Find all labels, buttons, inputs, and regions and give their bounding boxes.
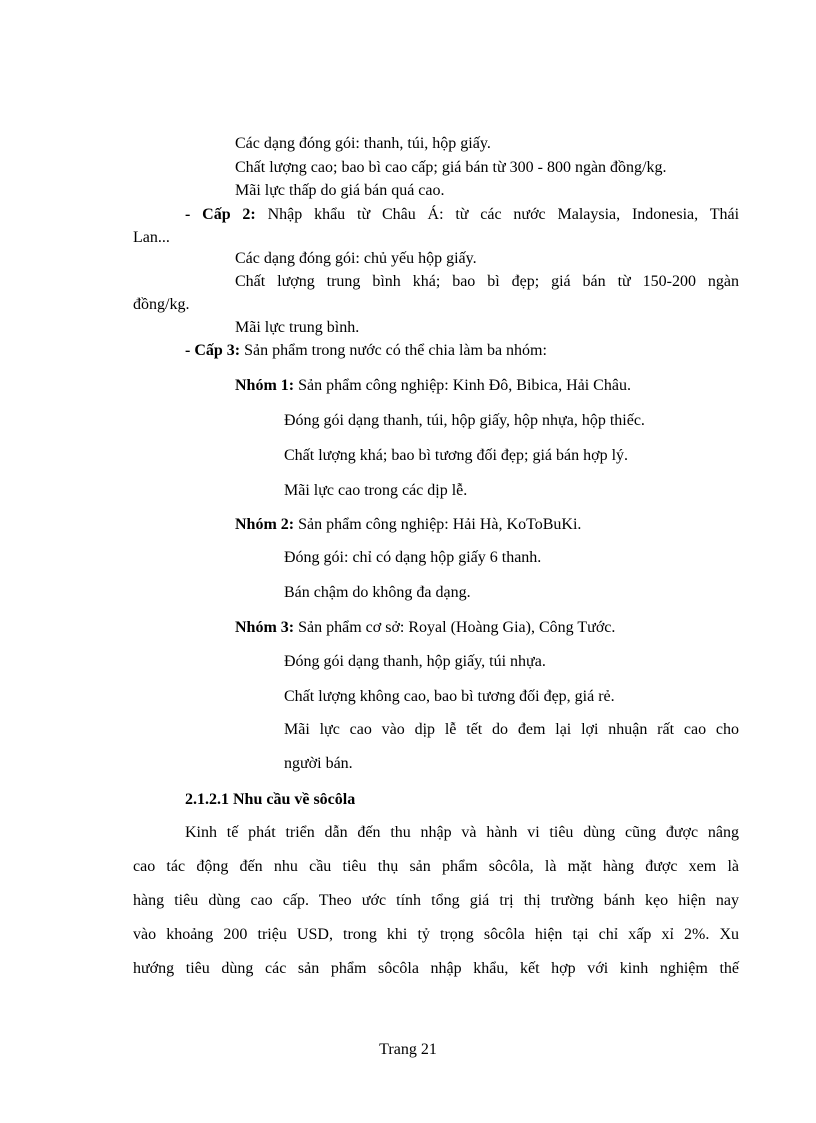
group-2-line-1: Đóng gói: chỉ có dạng hộp giấy 6 thanh. — [284, 549, 542, 566]
section-para-line-5: hướng tiêu dùng các sản phẩm sôcôla nhập khẩu, kết hợp với kinh nghiệm thế — [133, 960, 739, 977]
cap1-packaging: Các dạng đóng gói: thanh, túi, hộp giấy. — [235, 135, 491, 152]
cap3-label: - Cấp 3: — [185, 342, 241, 359]
cap2-label: - Cấp 2: — [185, 206, 256, 223]
cap3-text: Sản phẩm trong nước có thể chia làm ba nhóm: — [244, 342, 547, 359]
section-para-line-4: vào khoảng 200 triệu USD, trong khi tỷ trọng sôcôla hiện tại chỉ xấp xỉ 2%. Xu — [133, 926, 739, 943]
cap2-line — [185, 205, 739, 225]
page-number: Trang 21 — [379, 1041, 437, 1058]
group-1-line-3: Mãi lực cao trong các dịp lễ. — [284, 482, 468, 499]
group-3-line-4: người bán. — [284, 755, 353, 772]
cap2-packaging: Các dạng đóng gói: chủ yếu hộp giấy. — [235, 250, 477, 267]
group-3-line-1: Đóng gói dạng thanh, hộp giấy, túi nhựa. — [284, 653, 546, 670]
group-1-text: Sản phẩm công nghiệp: Kinh Đô, Bibica, Hải Châu. — [298, 377, 631, 394]
group-2-label: Nhóm 2: — [235, 516, 295, 533]
group-1-label: Nhóm 1: — [235, 377, 295, 394]
group-1-heading — [235, 376, 631, 396]
group-3-line-3: Mãi lực cao vào dịp lễ tết do đem lại lợi nhuận rất cao cho — [284, 721, 739, 738]
cap2-text: Nhập khẩu từ Châu Á: từ các nước Malaysia, Indonesia, Thái — [267, 206, 740, 223]
cap2-quality-cont: đồng/kg. — [133, 296, 190, 313]
group-2-text: Sản phẩm công nghiệp: Hải Hà, KoToBuKi. — [298, 516, 582, 533]
cap3-line — [185, 341, 547, 361]
group-2-line-2: Bán chậm do không đa dạng. — [284, 584, 471, 601]
section-heading: 2.1.2.1 Nhu cầu về sôcôla — [185, 791, 356, 808]
section-para-line-2: cao tác động đến nhu cầu tiêu thụ sản phẩm sôcôla, là mặt hàng được xem là — [133, 858, 739, 875]
group-3-text: Sản phẩm cơ sở: Royal (Hoàng Gia), Công Tước. — [298, 619, 616, 636]
group-1-line-2: Chất lượng khá; bao bì tương đối đẹp; giá bán hợp lý. — [284, 447, 629, 464]
cap1-quality: Chất lượng cao; bao bì cao cấp; giá bán từ 300 - 800 ngàn đồng/kg. — [235, 159, 667, 176]
cap2-text-cont: Lan... — [133, 229, 170, 246]
section-para-line-1: Kinh tế phát triển dẫn đến thu nhập và hành vi tiêu dùng cũng được nâng — [185, 824, 739, 841]
section-para-line-3: hàng tiêu dùng cao cấp. Theo ước tính tổng giá trị thị trường bánh kẹo hiện nay — [133, 892, 739, 909]
cap2-demand: Mãi lực trung bình. — [235, 319, 360, 336]
group-3-line-2: Chất lượng không cao, bao bì tương đối đẹp, giá rẻ. — [284, 688, 615, 705]
cap2-quality: Chất lượng trung bình khá; bao bì đẹp; giá bán từ 150-200 ngàn — [235, 273, 739, 290]
group-3-label: Nhóm 3: — [235, 619, 295, 636]
group-2-heading — [235, 515, 581, 535]
group-3-heading — [235, 618, 615, 638]
group-1-line-1: Đóng gói dạng thanh, túi, hộp giấy, hộp nhựa, hộp thiếc. — [284, 412, 645, 429]
cap1-demand: Mãi lực thấp do giá bán quá cao. — [235, 182, 445, 199]
